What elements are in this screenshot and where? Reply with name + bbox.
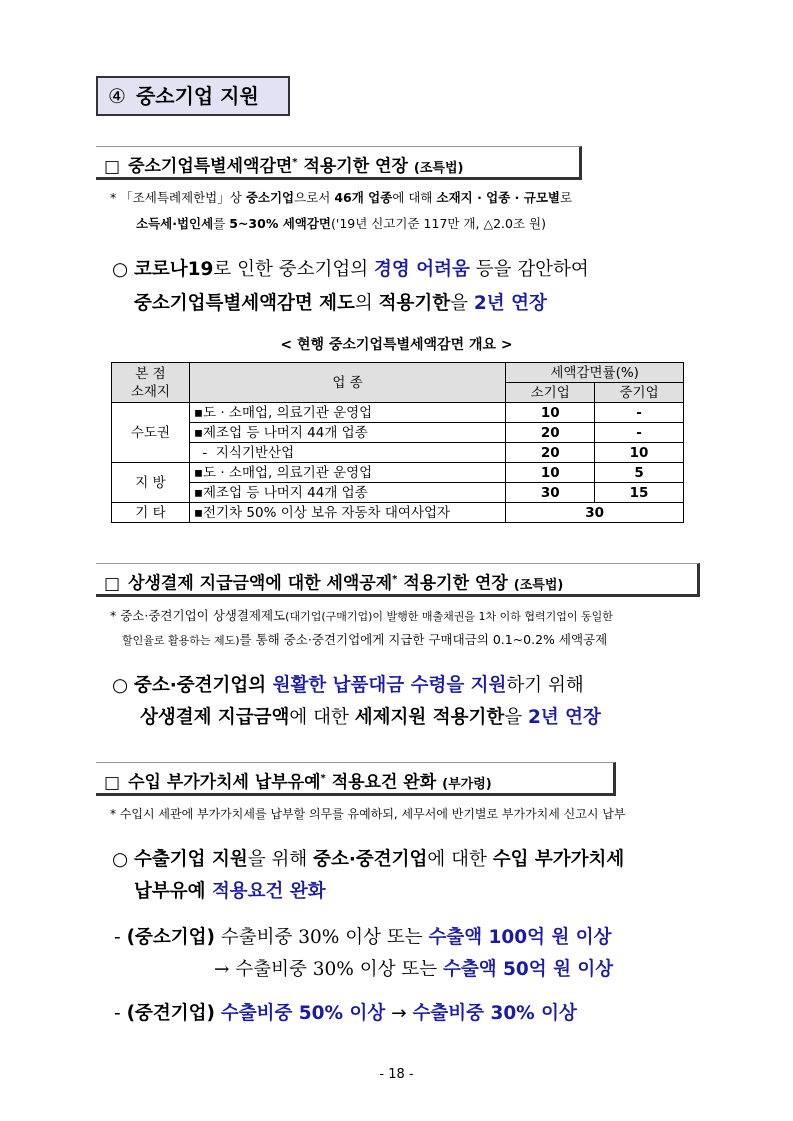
checkbox-glyph: □	[104, 772, 121, 793]
table-row: 수도권 ▪도 · 소매업, 의료기관 운영업 10 -	[112, 403, 684, 423]
tax-reduction-table	[111, 362, 684, 523]
section-title	[96, 76, 290, 116]
body-3-line-1: ○ 수출기업 지원을 위해 중소·중견기업에 대한 수입 부가가치세	[112, 849, 625, 870]
subsection-header-3	[96, 762, 616, 796]
footnote-mark: *	[320, 773, 326, 784]
header-small: 소기업	[506, 383, 595, 403]
law-tag: (조특법)	[413, 160, 464, 176]
table-row: - 지식기반산업 20 10	[112, 443, 684, 463]
subsection-title: 중소기업특별세액감면	[128, 156, 293, 177]
subsection-title-rest: 적용기한 연장	[303, 156, 408, 177]
table-row: ▪제조업 등 나머지 44개 업종 20 -	[112, 423, 684, 443]
subsection-header-1	[96, 146, 582, 180]
footnote-2-line-1: * 중소·중견기업이 상생결제제도(대기업(구매기업)이 발행한 매출채권을 1차 이하 협력기업이 동일한	[110, 608, 613, 623]
page-number: - 18 -	[379, 1067, 414, 1082]
checkbox-glyph: □	[104, 156, 121, 177]
dash-item-small-business: - (중소기업) 수출비중 30% 이상 또는 수출액 100억 원 이상	[114, 927, 612, 948]
subsection-title-rest: 적용기한 연장	[403, 573, 508, 594]
header-location: 본 점 소재지	[112, 363, 190, 403]
dash-item-midsize-business: - (중견기업) 수출비중 50% 이상 → 수출비중 30% 이상	[114, 1003, 577, 1024]
footnote-mark: *	[292, 157, 298, 168]
header-industry: 업 종	[189, 363, 505, 403]
footnote-1-line-2: 소득세·법인세를 5~30% 세액감면('19년 신고기준 117만 개, △2.0조 원)	[136, 216, 546, 231]
footnote-1-line-1: * 「조세특례제한법」상 중소기업으로서 46개 업종에 대해 소재지 · 업종 · 규모별로	[110, 190, 573, 205]
header-medium: 중기업	[595, 383, 684, 403]
dash-item-small-business-change: → 수출비중 30% 이상 또는 수출액 50억 원 이상	[214, 959, 614, 980]
body-2-line-2: 상생결제 지급금액에 대한 세제지원 적용기한을 2년 연장	[140, 707, 601, 728]
footnote-mark: *	[392, 574, 398, 585]
checkbox-glyph: □	[104, 573, 121, 594]
section-number: ④	[108, 84, 126, 108]
law-tag: (조특법)	[513, 577, 564, 593]
section-title-text: 중소기업 지원	[135, 84, 259, 108]
subsection-title: 수입 부가가치세 납부유예	[128, 772, 321, 793]
table-row: ▪제조업 등 나머지 44개 업종 30 15	[112, 483, 684, 503]
header-rate: 세액감면률(%)	[506, 363, 684, 383]
table-row: 기 타 ▪전기차 50% 이상 보유 자동차 대여사업자 30	[112, 503, 684, 523]
footnote-3: * 수입시 세관에 부가가치세를 납부할 의무를 유예하되, 세무서에 반기별로 부가가치세 신고시 납부	[110, 807, 626, 821]
footnote-2-line-2: 할인율로 활용하는 제도)를 통해 중소·중견기업에게 지급한 구매대금의 0.1~0.2% 세액공제	[122, 632, 608, 647]
body-1-line-1: ○ 코로나19로 인한 중소기업의 경영 어려움 등을 감안하여	[112, 259, 589, 280]
body-3-line-2: 납부유예 적용요건 완화	[134, 881, 326, 902]
body-1-line-2: 중소기업특별세액감면 제도의 적용기한을 2년 연장	[134, 293, 547, 314]
table-title: < 현행 중소기업특별세액감면 개요 >	[280, 337, 513, 353]
subsection-title-rest: 적용요건 완화	[331, 772, 437, 793]
subsection-title: 상생결제 지급금액에 대한 세액공제	[128, 573, 393, 594]
subsection-header-2	[96, 563, 700, 597]
body-2-line-1: ○ 중소·중견기업의 원활한 납품대금 수령을 지원하기 위해	[112, 675, 584, 696]
law-tag: (부가령)	[442, 776, 492, 792]
table-row: 지 방 ▪도 · 소매업, 의료기관 운영업 10 5	[112, 463, 684, 483]
